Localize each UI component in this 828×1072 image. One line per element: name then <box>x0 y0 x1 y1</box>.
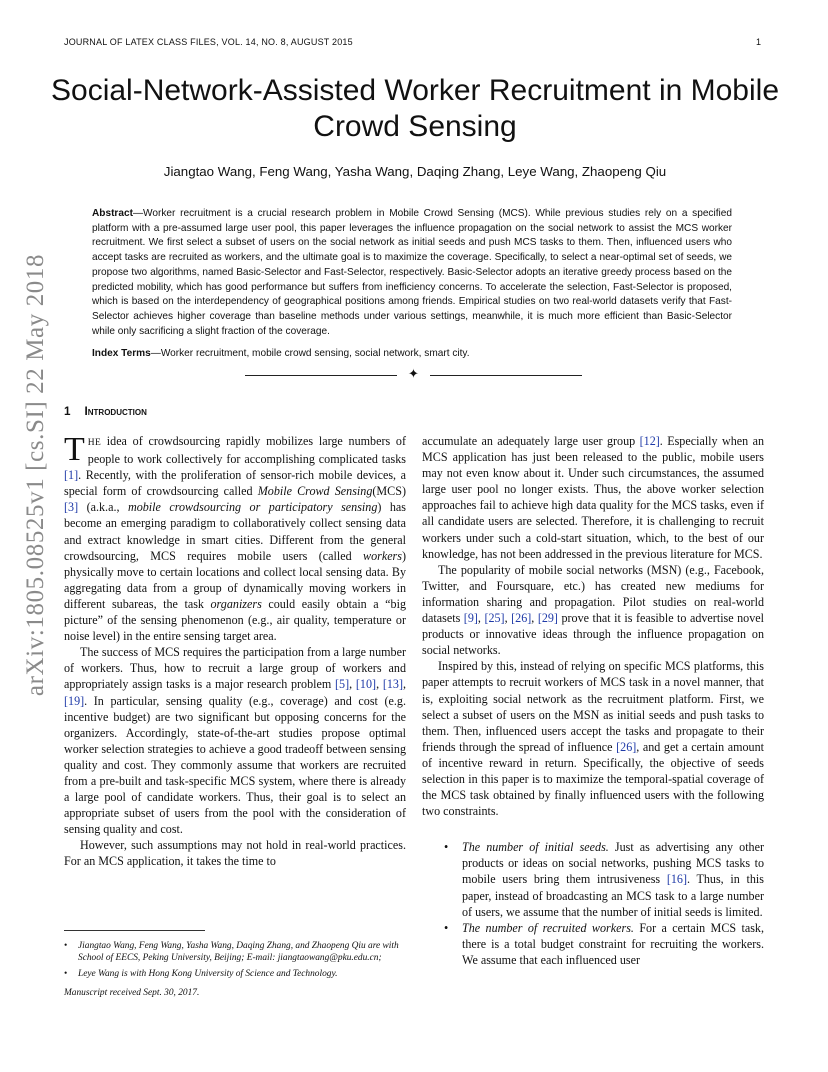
right-column <box>422 433 764 968</box>
list-item-title: The number of initial seeds. <box>462 840 609 855</box>
text-run: accumulate an adequately large user group <box>422 434 640 448</box>
separator-ornament-icon: ✦ <box>408 366 419 381</box>
lead-caps: HE <box>87 438 102 448</box>
arxiv-identifier: arXiv:1805.08525v1 [cs.SI] 22 May 2018 <box>22 253 49 697</box>
citation-link[interactable]: [26] <box>616 739 637 754</box>
abstract <box>92 207 732 339</box>
citation-link[interactable]: [29] <box>537 611 558 626</box>
citation-link[interactable]: [12] <box>639 434 660 448</box>
citation-link[interactable]: [25] <box>484 611 505 626</box>
text-run: . Thus, in this paper, instead of broadcasting an MCS task to a large number of users, we assume that the number of initial seeds is limited. <box>462 872 764 919</box>
separator-rule-right <box>430 375 582 376</box>
citation-link[interactable]: [5] <box>335 677 350 692</box>
emphasis: workers <box>363 548 402 563</box>
bullet-icon: • <box>64 941 68 951</box>
text-run: . Recently, with the proliferation of sensor-rich mobile devices, a special form of crowdsourcing called <box>64 468 406 499</box>
emphasis: mobile crowdsourcing or participatory sensing <box>127 500 378 515</box>
text-run: Inspired by this, instead of relying on specific MCS platforms, this paper attempts to recruit workers of MCS task in a novel manner, that is, exploiting social network as the recruitment platform. First, we select a subset of users on the MSN as initial seeds and push tasks to them. Then, influenced users accept the tasks and propagate to their friends through the spread of influence <box>422 659 764 754</box>
footnotes <box>64 940 406 999</box>
paper-title: Social-Network-Assisted Worker Recruitment in Mobile Crowd Sensing <box>51 74 779 143</box>
text-run: The popularity of mobile social networks (MSN) (e.g., Facebook, Twitter, and Foursquare, etc.) has created new mediums for information sharing and propagation. Pilot studies on real-world datasets <box>422 562 764 626</box>
intro-paragraph-2: The success of MCS requires the participation from a large number of workers. Thus, how to recruit a large group of workers and appropriately assign tasks is a major research problem [5], [10], [13], [19]. In particular, sensing quality (e.g., coverage) and cost (e.g. incentive budget) are two significant but opposing concerns for the organizers. Accordingly, state-of-the-art studies propose optimal worker selection strategies to achieve a good tradeoff between sensing quality and cost. They commonly assume that workers are recruited from a pre-built and task-specific MCS system, where there is already a large pool of candidate workers. Thus, their goal is to select an appropriate subset of users from the pool with the consideration of sensing quality and cost. <box>64 645 407 837</box>
citation-link[interactable]: [16] <box>666 872 687 887</box>
footnote-affiliation <box>64 940 406 964</box>
section-number: 1 <box>64 405 71 418</box>
text-run: Just as advertising any other products or ideas on social networks, pushing MCS tasks to mobile users bring them intrusiveness <box>462 840 765 887</box>
index-terms <box>92 348 732 359</box>
author-list: Jiangtao Wang, Feng Wang, Yasha Wang, Daqing Zhang, Leye Wang, Zhaopeng Qiu <box>163 164 667 179</box>
footnote-affiliation <box>64 968 406 980</box>
text-run: ) has become an emerging paradigm to collaboratively collect sensing data and extract knowledge in smart cities. Different from the general crowdsourcing, MCS requires mobile users (called <box>64 500 407 563</box>
text-run: , and get a certain amount of incentive reward in return. Specifically, the objective of seeds selection in this paper is to maximize the temporal-spatial coverage of the MCS task obtained by finally influenced users with the following two constraints. <box>422 739 765 819</box>
bullet-icon: • <box>444 920 449 935</box>
section-title: Introduction <box>84 405 147 418</box>
list-item-title: The number of recruited workers. <box>462 920 634 935</box>
citation-link[interactable]: [9] <box>463 611 478 626</box>
emphasis: organizers <box>210 596 262 611</box>
separator-rule-left <box>245 375 397 376</box>
text-run: (a.k.a., <box>78 500 128 515</box>
manuscript-received: Manuscript received Sept. 30, 2017. <box>64 988 200 998</box>
section-heading <box>64 405 147 418</box>
list-item <box>422 839 764 919</box>
intro-paragraph-5: The popularity of mobile social networks (MSN) (e.g., Facebook, Twitter, and Foursquare, etc.) has created new mediums for information sharing and propagation. Pilot studies on real-world datasets [9], [25], [26], [29] prove that it is feasible to advertise novel products or innovative ideas through the influence propagation on social networks. <box>422 562 764 658</box>
list-item <box>422 920 764 968</box>
text-run: For a certain MCS task, there is a total budget constraint for recruiting the workers. We assume that each influenced user <box>462 920 765 967</box>
citation-link[interactable]: [19] <box>64 693 85 708</box>
citation-link[interactable]: [10] <box>355 677 377 692</box>
bullet-icon: • <box>444 840 449 855</box>
footnote-rule <box>64 930 205 931</box>
footnote-text: Leye Wang is with Hong Kong University of Science and Technology. <box>78 969 338 979</box>
citation-link[interactable]: [3] <box>64 500 79 515</box>
citation-link[interactable]: [13] <box>382 677 403 692</box>
index-terms-label: Index Terms <box>92 348 151 359</box>
citation-link[interactable]: [1] <box>64 468 79 483</box>
text-run: could easily obtain a “big picture” of the sensing phenomenon (e.g., air quality, temperature or noise level) in the entire sensing target area. <box>64 596 406 644</box>
emphasis: Mobile Crowd Sensing <box>257 484 373 499</box>
text-run: prove that it is feasible to advertise novel products or innovative ideas through the influence propagation on social networks. <box>422 611 764 658</box>
bullet-icon: • <box>64 969 68 979</box>
intro-paragraph-4 <box>422 433 764 562</box>
intro-paragraph-1 <box>64 433 406 644</box>
intro-paragraph-3: However, such assumptions may not hold in real-world practices. For an MCS application, it takes the time to <box>64 838 406 869</box>
page-number: 1 <box>756 37 762 47</box>
abstract-label: Abstract <box>92 208 133 219</box>
text-run: idea of crowdsourcing rapidly mobilizes large numbers of people to work collectively for accomplishing complicated tasks <box>87 434 406 467</box>
text-run: . Especially when an MCS application has just been released to the public, mobile users may not even know about it. Under such circumstances, the assumed large user pool no longer exists. Thus, the above worker selection approaches fail to achieve high data quality for the MCS tasks, even if all candidate users are selected. Therefore, it is challenging to recruit workers under such a cold-start situation, which, to the best of our knowledge, has not been addressed in the previous literature for MCS. <box>422 434 765 561</box>
running-header: JOURNAL OF LATEX CLASS FILES, VOL. 14, NO. 8, AUGUST 2015 <box>64 37 353 47</box>
text-run: ) physically move to certain locations and collect local sensing data. By aggregating data from a group of dynamically moving workers in different subareas, the task <box>64 548 406 611</box>
intro-paragraph-6 <box>422 658 764 819</box>
drop-cap: T <box>64 431 85 468</box>
text-run: . In particular, sensing quality (e.g., coverage) and cost (e.g. incentive budget) are two significant but opposing concerns for the organizers. Accordingly, state-of-the-art studies propose optimal worker selection strategies to achieve a good tradeoff between sensing quality and cost. They commonly assume that workers are recruited from a pre-built and task-specific MCS system, where there is already a large pool of candidate workers. Thus, their goal is to select an appropriate subset of users from the pool with the consideration of sensing quality and cost. <box>64 693 406 837</box>
footnote-text: Jiangtao Wang, Feng Wang, Yasha Wang, Daqing Zhang, and Zhaopeng Qiu are with School of EECS, Peking University, Beijing; E-mail: jiangtaowang@pku.edu.cn; <box>78 941 399 963</box>
constraint-list <box>422 839 764 968</box>
abstract-text: —Worker recruitment is a crucial research problem in Mobile Crowd Sensing (MCS). While previous studies rely on a specified platform with a pre-assumed large user pool, this paper leverages the influence propagation on the social network to assist the MCS worker recruitment. We first select a subset of users on the social network as initial seeds and push MCS tasks to them. Then, influenced users who accept tasks are recruited as workers, and the ultimate goal is to maximize the coverage. Specifically, to select a near-optimal set of seeds, we propose two algorithms, named Basic-Selector and Fast-Selector, respectively. Basic-Selector adopts an iterative greedy process based on the predicted mobility, which has good performance but suffers from inefficiency concerns. To accelerate the selection, Fast-Selector is proposed, which is based on the interdependency of geographical positions among friends. Empirical studies on two real-world datasets verify that Fast-Selector achieves higher coverage than baseline methods under various settings, meanwhile, it is much more efficient than Basic-Selector while only sacrificing a slight fraction of the coverage. <box>92 208 732 337</box>
text-run: (MCS) <box>372 484 406 499</box>
index-terms-text: —Worker recruitment, mobile crowd sensing, social network, smart city. <box>150 348 470 359</box>
text-run: The success of MCS requires the participation from a large number of workers. Thus, how to recruit a large group of workers and appropriately assign tasks is a major research problem <box>64 645 406 692</box>
left-column <box>64 433 406 870</box>
citation-link[interactable]: [26] <box>511 611 532 626</box>
